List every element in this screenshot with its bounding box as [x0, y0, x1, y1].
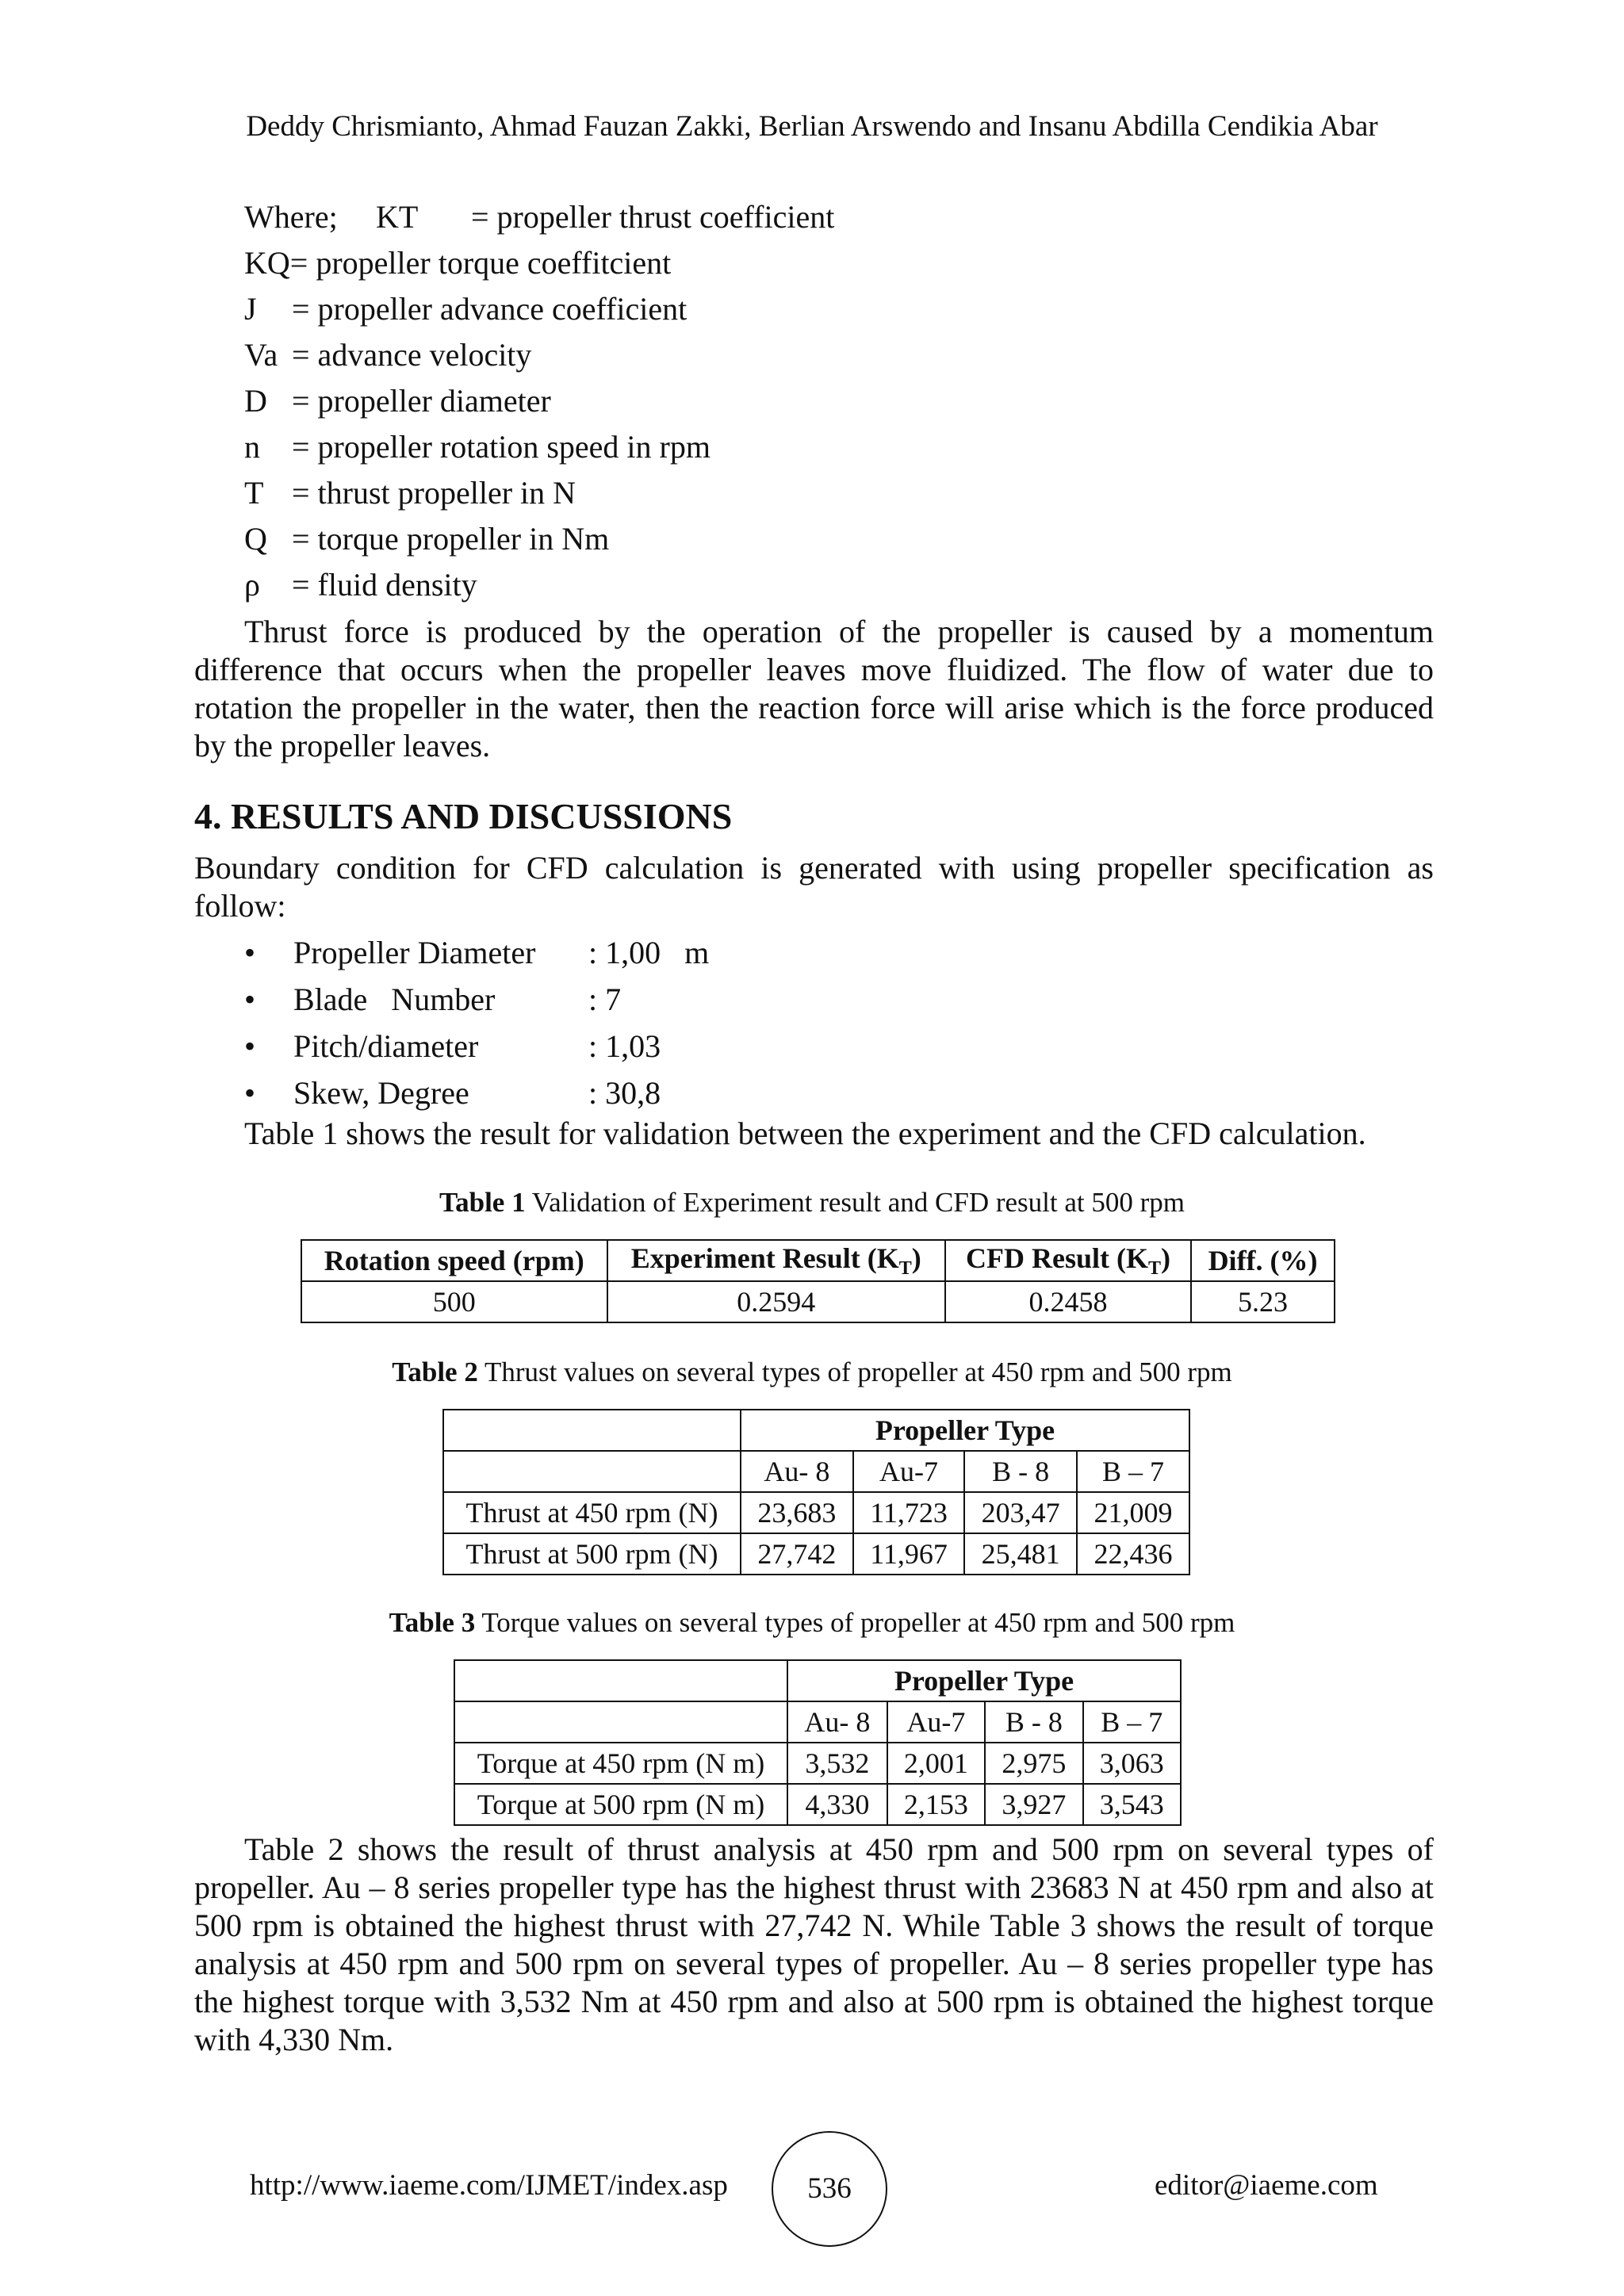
- caption-text: Validation of Experiment result and CFD result at 500 rpm: [525, 1187, 1185, 1218]
- spec-value: : 1,00 m: [588, 935, 710, 970]
- table-cell: 0.2458: [945, 1281, 1191, 1322]
- definition-symbol: D: [244, 383, 267, 419]
- table2-caption: [0, 1357, 1624, 1388]
- column-header: Experiment Result $(K_T)$: [607, 1240, 945, 1281]
- group-header: Propeller Type: [787, 1660, 1181, 1701]
- spec-value: : 30,8: [588, 1075, 661, 1111]
- table-cell: [443, 1451, 741, 1492]
- caption-label: Table 3: [389, 1607, 476, 1638]
- table-header-row: [301, 1240, 1335, 1281]
- table3: [454, 1659, 1182, 1826]
- table-header-row: [443, 1451, 1189, 1492]
- spec-item: [244, 976, 709, 1023]
- column-header: B – 7: [1083, 1701, 1181, 1743]
- table-cell: 3,063: [1083, 1743, 1181, 1784]
- row-label: Thrust at 450 rpm (N): [443, 1492, 741, 1533]
- table1-intro-paragraph: Table 1 shows the result for validation between the experiment and the CFD calculation.: [244, 1115, 1366, 1151]
- table-row: [301, 1281, 1335, 1322]
- page-number: 536: [772, 2131, 887, 2247]
- definition-row: [244, 240, 834, 286]
- boundary-paragraph: Boundary condition for CFD calculation is generated with using propeller specification as follow:: [194, 850, 1434, 924]
- table1: [301, 1239, 1335, 1323]
- table-cell: [454, 1701, 787, 1743]
- table-header-row: [454, 1660, 1181, 1701]
- table-cell: 203,47: [964, 1492, 1077, 1533]
- row-label: Torque at 500 rpm (N m): [454, 1784, 787, 1825]
- column-header: Au-7: [853, 1451, 964, 1492]
- definition-symbol: KT: [376, 199, 419, 235]
- bullet: •: [244, 935, 256, 970]
- table-cell: 27,742: [741, 1533, 853, 1575]
- column-header: Au- 8: [741, 1451, 853, 1492]
- table-header-row: [443, 1410, 1189, 1451]
- definition-row: [244, 424, 834, 470]
- table-cell: 23,683: [741, 1492, 853, 1533]
- column-header: Au-7: [887, 1701, 985, 1743]
- definition-text: = fluid density: [292, 567, 477, 603]
- running-header: Deddy Chrismianto, Ahmad Fauzan Zakki, Berlian Arswendo and Insanu Abdilla Cendikia Abar: [246, 110, 1378, 143]
- bullet: •: [244, 982, 256, 1017]
- spec-value: : 7: [588, 982, 622, 1017]
- table-row: [443, 1492, 1189, 1533]
- table-row: [454, 1784, 1181, 1825]
- spec-item: [244, 1070, 709, 1116]
- table-cell: 2,975: [985, 1743, 1082, 1784]
- definition-text: = propeller advance coefficient: [292, 291, 688, 327]
- bullet: •: [244, 1075, 256, 1111]
- table-cell: 11,723: [853, 1492, 964, 1533]
- spec-label: Skew, Degree: [293, 1075, 469, 1111]
- table-cell: 0.2594: [607, 1281, 945, 1322]
- column-header: CFD Result $(K_T)$: [945, 1240, 1191, 1281]
- definition-text: = advance velocity: [292, 337, 532, 373]
- table-cell: 2,153: [887, 1784, 985, 1825]
- definition-row: [244, 194, 834, 240]
- definition-symbol: Va: [244, 337, 278, 373]
- table-cell: 11,967: [853, 1533, 964, 1575]
- definition-text: = propeller torque coeffitcient: [289, 245, 672, 281]
- table-cell: 25,481: [964, 1533, 1077, 1575]
- table2: [442, 1409, 1190, 1575]
- caption-label: Table 2: [392, 1357, 478, 1387]
- definition-row: [244, 516, 834, 562]
- table-cell: 2,001: [887, 1743, 985, 1784]
- column-header: B – 7: [1077, 1451, 1189, 1492]
- definition-text: = propeller diameter: [292, 383, 551, 419]
- definition-row: [244, 378, 834, 424]
- where-label: Where;: [244, 199, 338, 235]
- row-label: Torque at 450 rpm (N m): [454, 1743, 787, 1784]
- column-header: Au- 8: [787, 1701, 887, 1743]
- table-cell: 5.23: [1191, 1281, 1335, 1322]
- table-cell: 3,543: [1083, 1784, 1181, 1825]
- definition-row: [244, 332, 834, 378]
- definition-row: [244, 286, 834, 332]
- table3-caption: [0, 1607, 1624, 1639]
- column-header: B - 8: [964, 1451, 1077, 1492]
- table-row: [443, 1533, 1189, 1575]
- table-cell: 3,532: [787, 1743, 887, 1784]
- caption-text: Thrust values on several types of propeller at 450 rpm and 500 rpm: [477, 1357, 1232, 1387]
- table-cell: [443, 1410, 741, 1451]
- table-row: [454, 1743, 1181, 1784]
- definition-symbol: J: [244, 291, 257, 327]
- definition-symbol: Q: [244, 521, 267, 557]
- table-cell: [454, 1660, 787, 1701]
- definition-text: = propeller thrust coefficient: [471, 199, 835, 235]
- definition-symbol: ρ: [244, 567, 260, 603]
- row-label: Thrust at 500 rpm (N): [443, 1533, 741, 1575]
- footer-url-link[interactable]: http://www.iaeme.com/IJMET/index.asp: [250, 2169, 728, 2202]
- spec-label: Blade Number: [293, 982, 496, 1017]
- definition-text: = propeller rotation speed in rpm: [292, 429, 710, 465]
- section-heading: 4. RESULTS AND DISCUSSIONS: [194, 796, 733, 836]
- bullet: •: [244, 1028, 256, 1064]
- definition-text: = thrust propeller in N: [292, 475, 576, 511]
- definition-row: [244, 470, 834, 516]
- footer-email-link[interactable]: editor@iaeme.com: [1155, 2169, 1378, 2202]
- spec-label: Propeller Diameter: [293, 935, 536, 970]
- results-paragraph: Table 2 shows the result of thrust analysis at 450 rpm and 500 rpm on several types of propeller. Au – 8 series propeller type has the highest thrust with 23683 N at 450 rpm and also at 500 rpm is obtained the highest thrust with 27,742 N. While Table 3 shows the result of torque analysis at 450 rpm and 500 rpm on several types of propeller. Au – 8 series propeller type has the highest torque with 3,532 Nm at 450 rpm and also at 500 rpm is obtained the highest torque with 4,330 Nm.: [194, 1831, 1434, 2057]
- spec-value: : 1,03: [588, 1028, 661, 1064]
- spec-item: [244, 1023, 709, 1070]
- table-cell: 21,009: [1077, 1492, 1189, 1533]
- column-header: Rotation speed (rpm): [301, 1240, 607, 1281]
- table-cell: 500: [301, 1281, 607, 1322]
- caption-text: Torque values on several types of propeller at 450 rpm and 500 rpm: [475, 1607, 1235, 1638]
- table-cell: 22,436: [1077, 1533, 1189, 1575]
- group-header: Propeller Type: [741, 1410, 1189, 1451]
- spec-label: Pitch/diameter: [293, 1028, 479, 1064]
- definition-symbol: n: [244, 429, 260, 465]
- definition-symbol: KQ: [244, 245, 290, 281]
- table-header-row: [454, 1701, 1181, 1743]
- definition-row: [244, 562, 834, 608]
- column-header: B - 8: [985, 1701, 1082, 1743]
- spec-item: [244, 929, 709, 976]
- column-header: Diff. (%): [1191, 1240, 1335, 1281]
- table1-caption: [0, 1187, 1624, 1219]
- caption-label: Table 1: [439, 1187, 526, 1218]
- definition-symbol: T: [244, 475, 264, 511]
- table-cell: 4,330: [787, 1784, 887, 1825]
- symbol-definitions: [244, 194, 834, 608]
- spec-list: [244, 929, 709, 1116]
- definition-text: = torque propeller in Nm: [292, 521, 610, 557]
- thrust-paragraph: Thrust force is produced by the operation of the propeller is caused by a momentum difference that occurs when the propeller leaves move fluidized. The flow of water due to rotation the propeller in the water, then the reaction force will arise which is the force produced by the propeller leaves.: [194, 614, 1434, 763]
- table-cell: 3,927: [985, 1784, 1082, 1825]
